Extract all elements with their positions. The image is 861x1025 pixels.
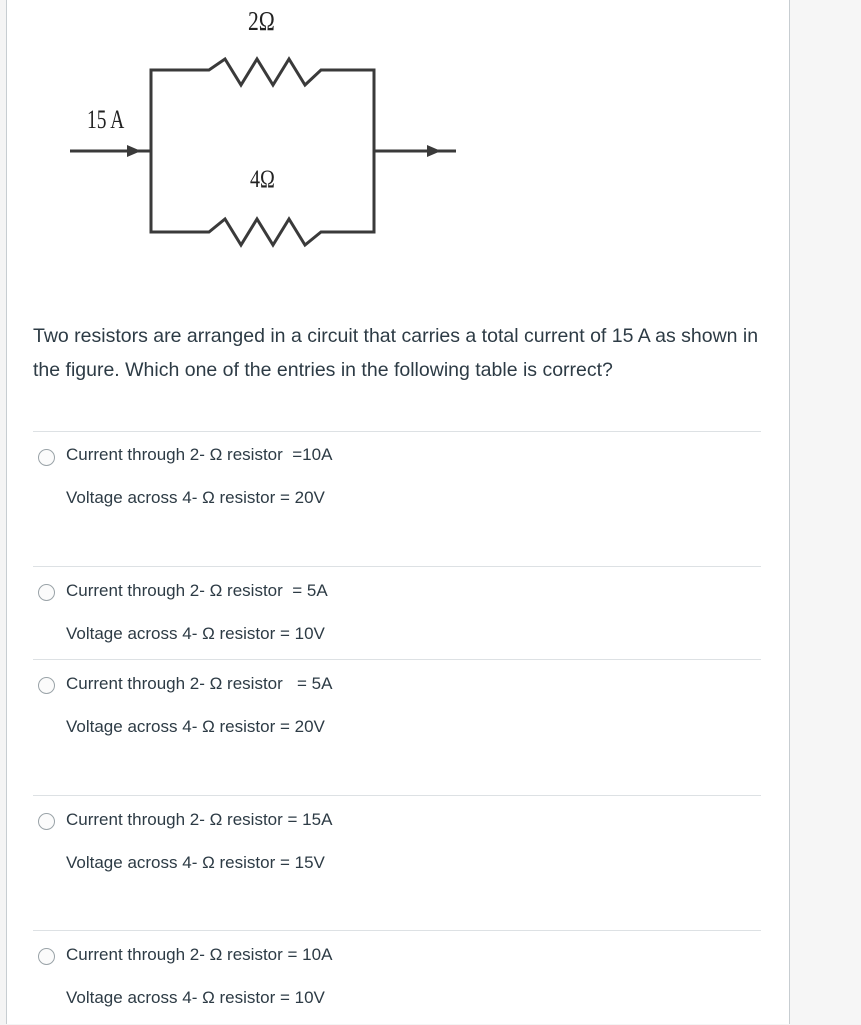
answer-radio-5[interactable] [38, 948, 55, 965]
page-background-right [789, 0, 861, 1024]
answer-option-3[interactable] [33, 659, 761, 796]
answer-1-current-text: Current through 2- Ω resistor =10A [66, 445, 333, 464]
total-current-label: 15 A [87, 105, 125, 134]
answer-radio-1[interactable] [38, 449, 55, 466]
answer-2-current-text: Current through 2- Ω resistor = 5A [66, 581, 328, 600]
answer-3-voltage-text: Voltage across 4- Ω resistor = 20V [66, 717, 325, 736]
answer-4-voltage-text: Voltage across 4- Ω resistor = 15V [66, 853, 325, 872]
answer-option-5[interactable] [33, 930, 761, 1025]
question-text: Two resistors are arranged in a circuit that carries a total current of 15 A as shown in the figure. Which one of the entries in the following table is correct? [33, 325, 759, 381]
resistor-2-ohm-label: 2Ω [248, 6, 275, 37]
answer-radio-2[interactable] [38, 584, 55, 601]
input-current-arrow [127, 145, 141, 157]
circuit-figure [67, 0, 487, 265]
answer-option-1[interactable] [33, 431, 761, 567]
answer-2-voltage-text: Voltage across 4- Ω resistor = 10V [66, 624, 325, 643]
top-branch-wire [151, 59, 374, 155]
answer-option-2[interactable] [33, 566, 761, 660]
answer-4-current-text: Current through 2- Ω resistor = 15A [66, 810, 333, 829]
circuit-diagram [67, 0, 487, 260]
answer-radio-3[interactable] [38, 677, 55, 694]
answer-radio-4[interactable] [38, 813, 55, 830]
answer-5-voltage-text: Voltage across 4- Ω resistor = 10V [66, 988, 325, 1007]
answer-1-voltage-text: Voltage across 4- Ω resistor = 20V [66, 488, 325, 507]
quiz-question-card [6, 0, 790, 1024]
output-current-arrow [427, 145, 441, 157]
answer-5-current-text: Current through 2- Ω resistor = 10A [66, 945, 333, 964]
answer-option-4[interactable] [33, 795, 761, 931]
answer-3-current-text: Current through 2- Ω resistor = 5A [66, 674, 333, 693]
resistor-4-ohm-label: 4Ω [250, 164, 275, 193]
